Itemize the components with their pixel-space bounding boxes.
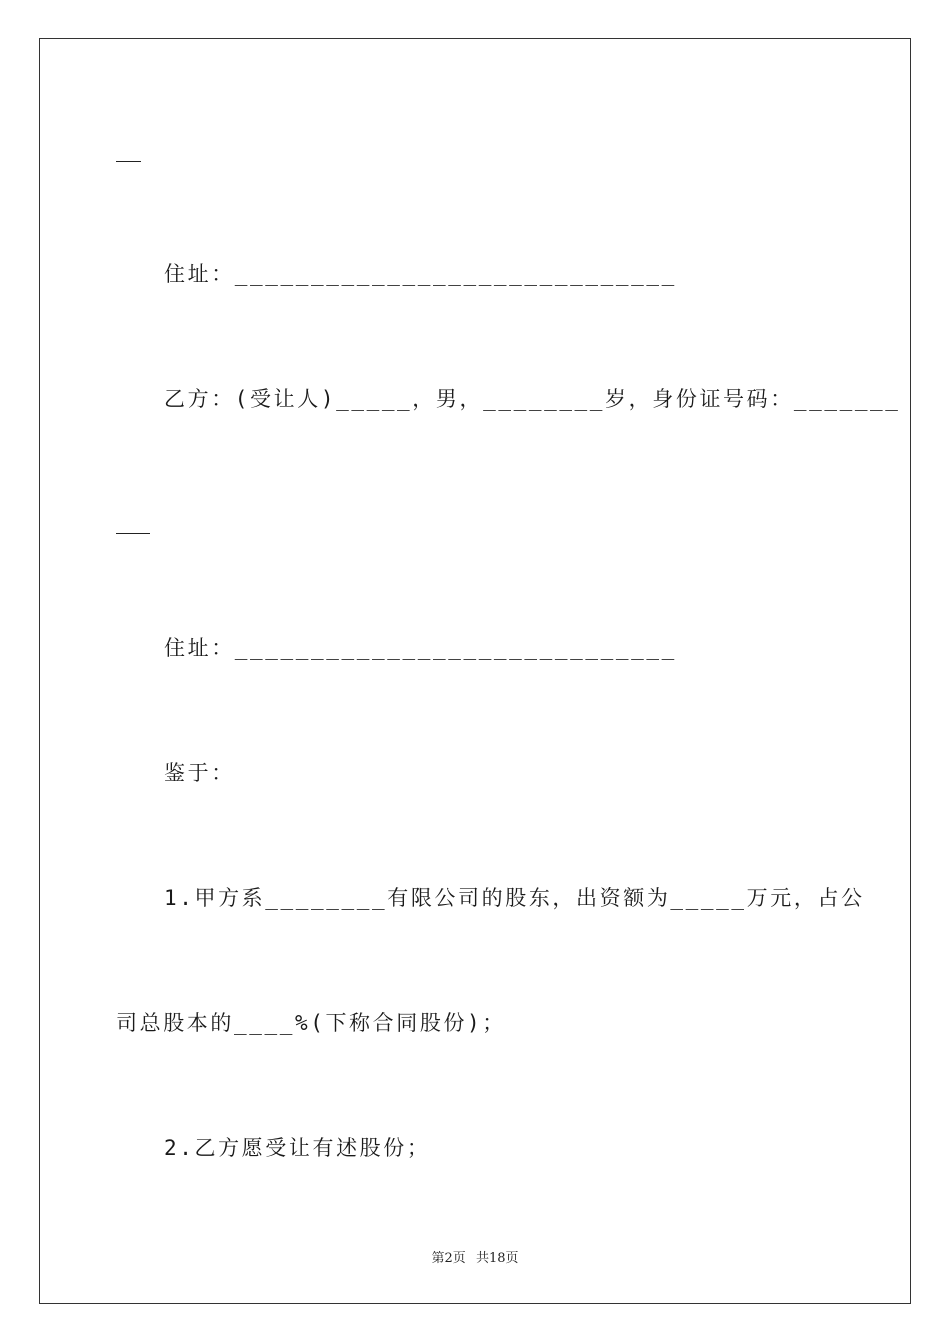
clause-1-line-2: 司总股本的____%(下称合同股份)； [116, 1011, 506, 1035]
page-footer [0, 1247, 950, 1266]
party-b-address-line: 住址：_____________________________ [164, 636, 677, 660]
page-total: 共18页 [475, 1251, 519, 1266]
clause-2-line: 2.乙方愿受让有述股份； [164, 1136, 431, 1160]
party-a-address-line: 住址：_____________________________ [164, 262, 677, 286]
page-number: 第2页 [431, 1251, 466, 1266]
continuation-underline-1 [116, 161, 141, 162]
whereas-heading: 鉴于： [164, 761, 235, 785]
page-frame [39, 38, 911, 1304]
continuation-underline-2 [116, 533, 150, 534]
party-b-info-line: 乙方：(受让人)_____，男，________岁，身份证号码：_______ [164, 387, 901, 411]
clause-1-line-1: 1.甲方系________有限公司的股东，出资额为_____万元，占公 [164, 886, 865, 910]
